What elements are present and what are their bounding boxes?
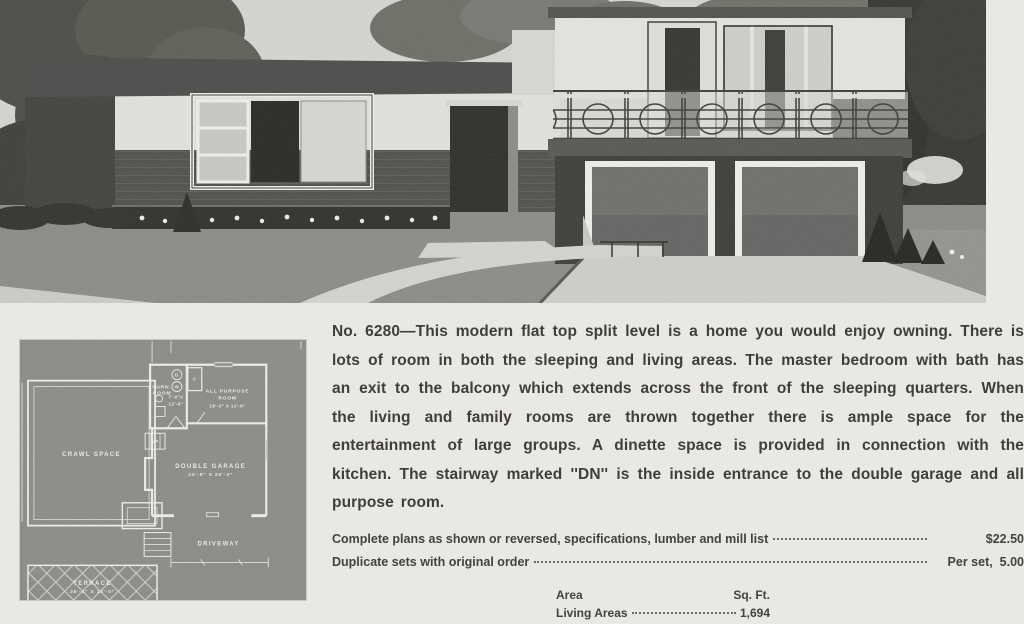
washer-label: W [174,384,180,390]
area-row-value: 1,694 [739,605,770,620]
crawl-space-label: CRAWL SPACE [62,452,121,459]
closet-label: C [192,376,197,382]
furnace-room-label-1: FURN. [152,385,172,391]
house-photo-illustration [0,0,986,303]
area-table-header [556,588,770,606]
area-table-row [556,606,770,624]
price-row-duplicate-sets [332,555,1024,578]
pricing-list [332,532,1024,578]
area-table [556,588,770,624]
listing-copy [332,318,1024,624]
dotted-leader [632,612,736,614]
description-text: —This modern flat top split level is a home you would enjoy owning. There is lots of room in both the sleeping and living areas. The master bedroom with bath has an exit to the balcony which extends across the front of the sleeping quarters. When the living and family rooms are thrown together there is ample space for the entertainment of large groups. A dinette space is provided in connection with the kitchen. The stairway marked ''DN'' is the inside entrance to the double garage and all purpose room. [332,323,1024,511]
furnace-room-label-2: ROOM [152,391,172,397]
stairs-label: UP [151,439,159,445]
all-purpose-label-2: ROOM [218,396,237,402]
plan-grain [20,341,306,600]
driveway-label: DRIVEWAY [197,541,240,548]
house-photo [0,0,986,303]
sqft-header-label: Sq. Ft. [733,587,770,602]
price-label: Duplicate sets with original order [332,554,530,569]
furnace-room-dim-1: 7'-0"x [168,394,184,400]
garage-dim: 23'-8" X 20'-3" [188,472,234,478]
all-purpose-label-1: ALL PURPOSE [205,389,250,395]
floor-plan-drawing [20,340,306,600]
price-row-complete-plans [332,532,1024,555]
photo-grain [0,0,986,303]
furnace-room-dim-2: 12'-8" [168,401,184,407]
price-label: Complete plans as shown or reversed, specifications, lumber and mill list [332,531,769,546]
garage-label: DOUBLE GARAGE [175,464,247,471]
terrace-label: TERRACE [73,581,112,588]
area-header-label: Area [556,587,583,602]
floor-plan [20,340,306,600]
plan-number: No. 6280 [332,323,401,340]
all-purpose-dim: 18'-3" X 12'-8" [209,403,246,409]
dotted-leader [534,561,927,563]
dryer-label: D [175,372,179,378]
dotted-leader [773,538,927,540]
area-row-label: Living Areas [556,605,628,620]
price-value: Per set, 5.00 [947,554,1024,569]
price-value: $22.50 [985,531,1024,546]
plan-description [332,318,1024,518]
terrace-dim: 26'-4" X 12'-0" [70,590,115,596]
